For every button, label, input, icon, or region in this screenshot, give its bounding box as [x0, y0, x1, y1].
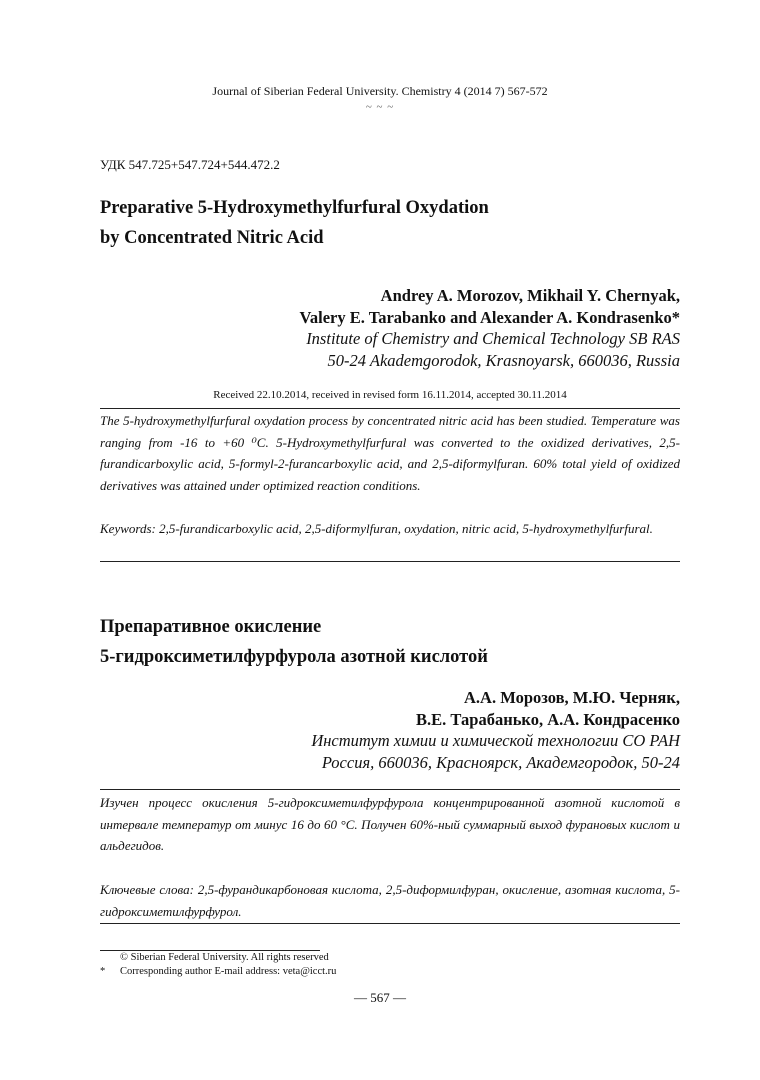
footnote-copyright: © Siberian Federal University. All rights reserved — [120, 952, 329, 963]
divider-top-russian — [100, 789, 680, 790]
footnote-corresponding-author — [100, 966, 336, 977]
authors-block-russian — [311, 687, 680, 773]
title-english-line-1: Preparative 5-Hydroxymethylfurfural Oxydation — [100, 198, 489, 218]
keywords-english: Keywords: 2,5-furandicarboxylic acid, 2,5-diformylfuran, oxydation, nitric acid, 5-hydroxymethylfurfural. — [100, 521, 653, 536]
title-english-line-2: by Concentrated Nitric Acid — [100, 228, 324, 248]
udk-code: УДК 547.725+547.724+544.472.2 — [100, 157, 280, 172]
journal-header: Journal of Siberian Federal University. Chemistry 4 (2014 7) 567-572 — [212, 84, 548, 98]
affiliation-english-line-1: Institute of Chemistry and Chemical Technology SB RAS — [306, 329, 680, 348]
affiliation-english-line-2: 50-24 Akademgorodok, Krasnoyarsk, 660036, Russia — [327, 350, 680, 370]
affiliation-russian-line-2: Россия, 660036, Красноярск, Академгородок, 50-24 — [321, 752, 680, 772]
footnote-asterisk: * — [100, 966, 106, 977]
authors-english-line-2: Valery E. Tarabanko and Alexander A. Kondrasenko* — [299, 307, 680, 327]
title-english — [100, 193, 489, 253]
abstract-russian: Изучен процесс окисления 5-гидроксиметилфурфурола концентрированной азотной кислотой в интервале температур от минус 16 до 60 °С. Получен 60%-ный суммарный выход фурановых кислот и альдегидов. — [100, 795, 680, 853]
divider-bottom-russian — [100, 923, 680, 924]
title-russian-line-1: Препаративное окисление — [100, 617, 322, 637]
affiliation-russian-line-1: Институт химии и химической технологии СО РАН — [311, 731, 680, 750]
title-russian-line-2: 5-гидроксиметилфурфурола азотной кислотой — [100, 647, 488, 667]
divider-top-english — [100, 408, 680, 409]
authors-block-english — [299, 285, 680, 371]
footnote-divider — [100, 950, 320, 951]
abstract-english: The 5-hydroxymethylfurfural oxydation process by concentrated nitric acid has been studied. Temperature was ranging from -16 to +60 ⁰C. 5-Hydroxymethylfurfural was converted to the oxidized derivatives, 2,5-furandicarboxylic acid, 5-formyl-2-furancarboxylic acid, and 2,5-diformylfuran. 60% total yield of oxidized derivatives was attained under optimized reaction conditions. — [100, 413, 680, 493]
footnote-email: Corresponding author E-mail address: veta@icct.ru — [120, 966, 337, 977]
authors-russian-line-1: А.А. Морозов, М.Ю. Черняк, — [464, 688, 680, 707]
title-russian — [100, 612, 488, 672]
header-ornament: ~ ~ ~ — [365, 101, 395, 113]
page-number: — 567 — — [354, 990, 406, 1005]
received-dates: Received 22.10.2014, received in revised form 16.11.2014, accepted 30.11.2014 — [213, 389, 567, 401]
authors-russian-line-2: В.Е. Тарабанько, А.А. Кондрасенко — [416, 709, 680, 729]
authors-english-line-1: Andrey A. Morozov, Mikhail Y. Chernyak, — [380, 286, 680, 305]
divider-bottom-english — [100, 561, 680, 562]
keywords-russian: Ключевые слова: 2,5-фурандикарбоновая кислота, 2,5-диформилфуран, окисление, азотная кислота, 5-гидроксиметилфурфурол. — [100, 882, 680, 919]
